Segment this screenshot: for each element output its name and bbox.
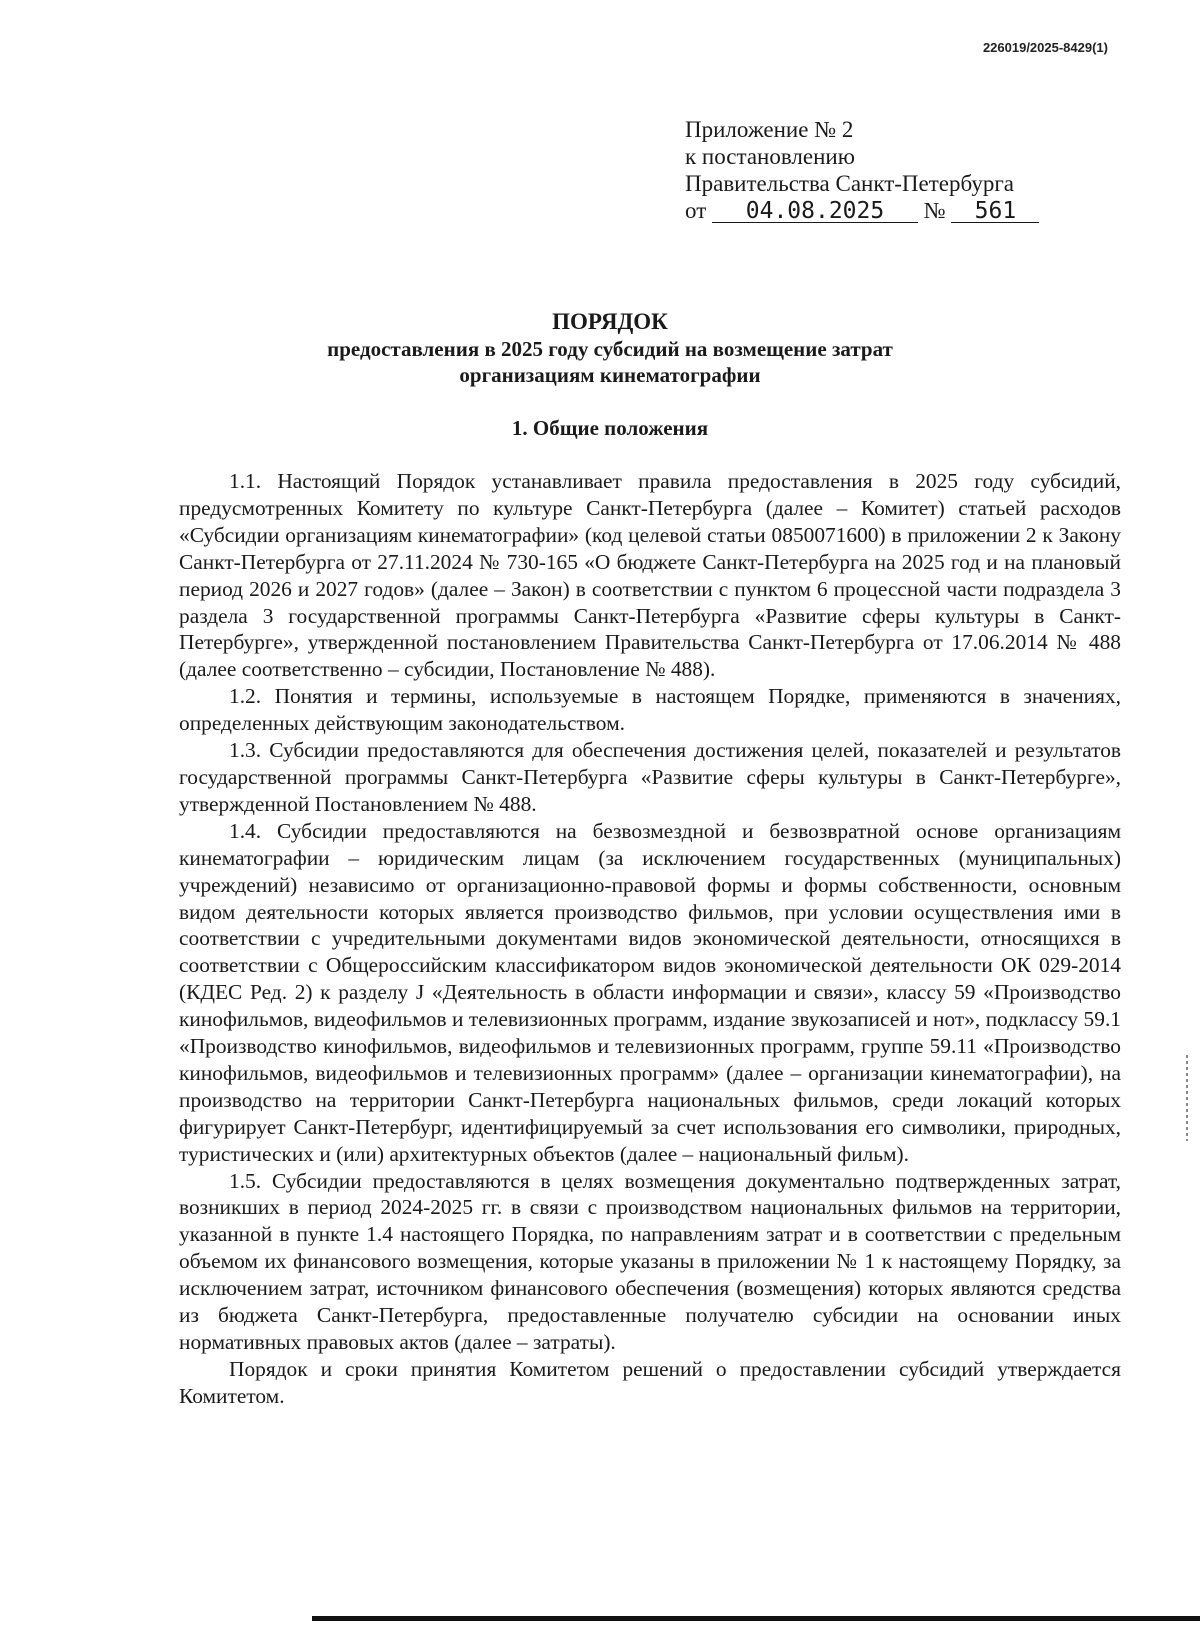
appendix-from-label: от	[685, 198, 707, 223]
paragraph-1-3: 1.3. Субсидии предоставляются для обеспечения достижения целей, показателей и результатов государственной программы Санкт-Петербурга «Развитие сферы культуры в Санкт-Петербурге», утвержденной Постановлением № 488.	[179, 738, 1121, 816]
section-heading: 1. Общие положения	[511, 416, 709, 440]
scan-margin-mark	[1186, 1055, 1188, 1141]
paragraph-1-5: 1.5. Субсидии предоставляются в целях возмещения документально подтвержденных затрат, возникших в период 2024-2025 гг. в связи с производством национальных фильмов на территории, указанной в пункте 1.4 настоящего Порядка, по направлениям затрат и в соответствии с предельным объемом их финансового возмещения, которые указаны в приложении № 1 к настоящему Порядку, за исключением затрат, источником финансового обеспечения (возмещения) которых являются средства из бюджета Санкт-Петербурга, предоставленные получателю субсидии на основании иных нормативных правовых актов (далее – затраты).	[179, 1168, 1121, 1354]
document-body	[179, 468, 1121, 1410]
appendix-number-label: №	[923, 198, 946, 223]
paragraph-1-4: 1.4. Субсидии предоставляются на безвозмездной и безвозвратной основе организациям кинематографии – юридическим лицам (за исключением государственных (муниципальных) учреждений) независимо от организационно-правовой формы и формы собственности, основным видом деятельности которых является производство фильмов, при условии осуществления ими в соответствии с учредительными документами видов экономической деятельности, относящихся в соответствии с Общероссийским классификатором видов экономической деятельности ОК 029-2014 (КДЕС Ред. 2) к разделу J «Деятельность в области информации и связи», классу 59 «Производство кинофильмов, видеофильмов и телевизионных программ, издание звукозаписей и нот», подклассу 59.1 «Производство кинофильмов, видеофильмов и телевизионных программ, группе 59.11 «Производство кинофильмов, видеофильмов и телевизионных программ» (далее – организации кинематографии), на производство на территории Санкт-Петербурга национальных фильмов, среди локаций которых фигурирует Санкт-Петербург, идентифицируемый за счет использования его символики, природных, туристических и (или) архитектурных объектов (далее – национальный фильм).	[179, 818, 1121, 1166]
document-title-block	[180, 308, 1040, 388]
appendix-line-3: Правительства Санкт-Петербурга	[685, 171, 1014, 196]
paragraph-1-2: 1.2. Понятия и термины, используемые в настоящем Порядке, применяются в значениях, определенных действующим законодательством.	[179, 684, 1121, 736]
document-id: 226019/2025-8429(1)	[982, 40, 1108, 55]
document-title: ПОРЯДОК	[552, 309, 668, 334]
appendix-line-4	[685, 197, 1039, 224]
appendix-line-1: Приложение № 2	[685, 117, 854, 142]
scan-bottom-edge-line	[312, 1616, 1200, 1621]
document-subtitle-line-1: предоставления в 2025 году субсидий на возмещение затрат	[327, 337, 893, 361]
appendix-number: 561	[951, 200, 1039, 223]
appendix-line-2: к постановлению	[685, 144, 855, 169]
appendix-date: 04.08.2025	[712, 200, 918, 223]
document-subtitle-line-2: организациям кинематографии	[459, 363, 761, 387]
appendix-block	[685, 116, 1039, 224]
paragraph-procedure: Порядок и сроки принятия Комитетом решений о предоставлении субсидий утверждается Комитетом.	[179, 1356, 1121, 1408]
paragraph-1-1: 1.1. Настоящий Порядок устанавливает правила предоставления в 2025 году субсидий, предусмотренных Комитету по культуре Санкт-Петербурга (далее – Комитет) статьей расходов «Субсидии организациям кинематографии» (код целевой статьи 0850071600) в приложении 2 к Закону Санкт-Петербурга от 27.11.2024 № 730-165 «О бюджете Санкт-Петербурга на 2025 год и на плановый период 2026 и 2027 годов» (далее – Закон) в соответствии с пунктом 6 процессной части подраздела 3 раздела 3 государственной программы Санкт-Петербурга «Развитие сферы культуры в Санкт-Петербурге», утвержденной постановлением Правительства Санкт-Петербурга от 17.06.2014 № 488 (далее соответственно – субсидии, Постановление № 488).	[179, 469, 1121, 682]
